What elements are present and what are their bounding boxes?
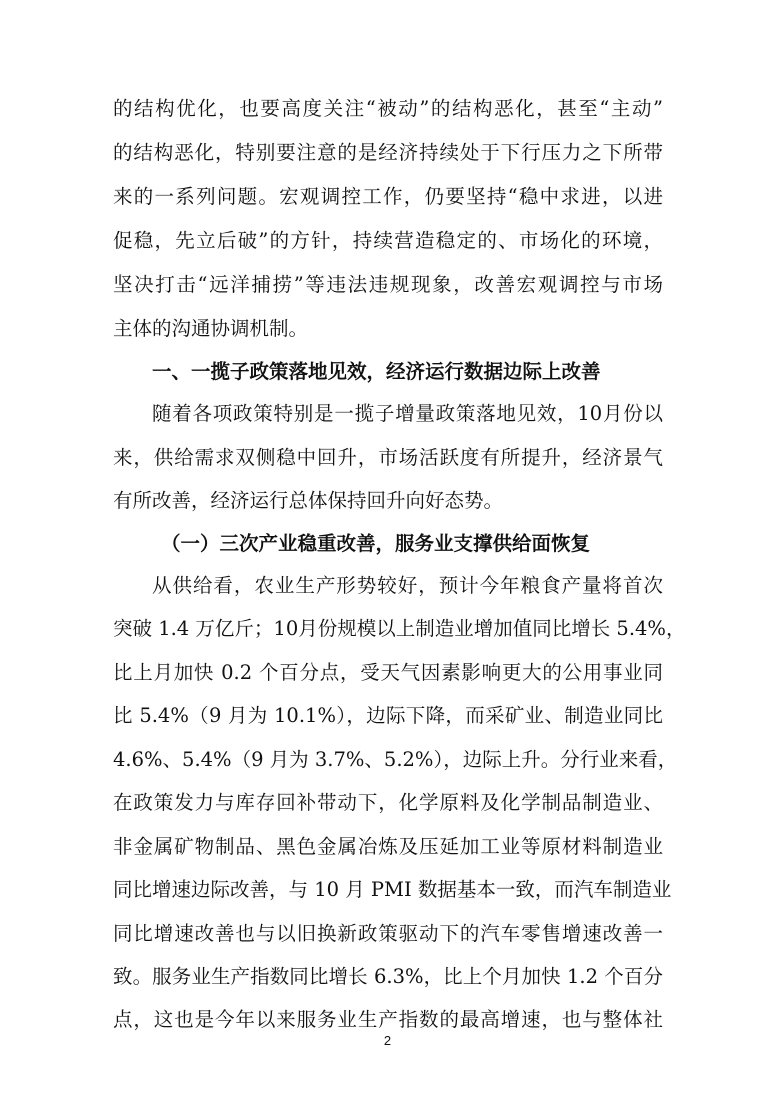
paragraph-intro-line-6: 主体的沟通协调机制。 [113, 317, 309, 340]
paragraph-2-line-2: 突破 1.4 万亿斤；10月份规模以上制造业增加值同比增长 5.4%， [113, 617, 686, 640]
paragraph-2-line-3: 比上月加快 0.2 个百分点，受天气因素影响更大的公用事业同 [113, 661, 663, 684]
paragraph-2-line-5: 4.6%、5.4%（9 月为 3.7%、5.2%），边际上升。分行业来看， [113, 748, 678, 771]
section-heading-2: （一）三次产业稳重改善，服务业支撑供给面恢复 [161, 532, 591, 555]
paragraph-2-line-9: 同比增速改善也与以旧换新政策驱动下的汽车零售增速改善一 [113, 922, 663, 945]
paragraph-intro-line-1: 的结构优化，也要高度关注“被动”的结构恶化，甚至“主动” [113, 97, 663, 120]
paragraph-2-line-6: 在政策发力与库存回补带动下，化学原料及化学制品制造业、 [113, 791, 663, 814]
paragraph-2-line-10: 致。服务业生产指数同比增长 6.3%，比上个月加快 1.2 个百分 [113, 965, 663, 988]
paragraph-1-line-1: 随着各项政策特别是一揽子增量政策落地见效，10月份以 [152, 402, 663, 425]
paragraph-intro-line-4: 促稳，先立后破”的方针，持续营造稳定的、市场化的环境， [113, 229, 663, 252]
paragraph-1-line-3: 有所改善，经济运行总体保持回升向好态势。 [113, 489, 504, 512]
paragraph-2-line-4: 比 5.4%（9 月为 10.1%），边际下降，而采矿业、制造业同比 [113, 704, 663, 727]
paragraph-2-line-8: 同比增速边际改善，与 10 月 PMI 数据基本一致，而汽车制造业 [113, 878, 672, 901]
paragraph-intro-line-5: 坚决打击“远洋捕捞”等违法违规现象，改善宏观调控与市场 [113, 273, 663, 296]
paragraph-intro-line-2: 的结构恶化，特别要注意的是经济持续处于下行压力之下所带 [113, 141, 663, 164]
paragraph-2-line-1: 从供给看，农业生产形势较好，预计今年粮食产量将首次 [152, 574, 663, 597]
section-heading-1: 一、一揽子政策落地见效，经济运行数据边际上改善 [152, 360, 601, 383]
paragraph-2-line-11: 点，这也是今年以来服务业生产指数的最高增速，也与整体社 [113, 1008, 663, 1031]
paragraph-2-line-7: 非金属矿物制品、黑色金属冶炼及压延加工业等原材料制造业 [113, 835, 663, 858]
paragraph-intro-line-3: 来的一系列问题。宏观调控工作，仍要坚持“稳中求进，以进 [113, 185, 663, 208]
page-number: 2 [383, 1033, 392, 1048]
paragraph-1-line-2: 来，供给需求双侧稳中回升，市场活跃度有所提升，经济景气 [113, 446, 663, 469]
